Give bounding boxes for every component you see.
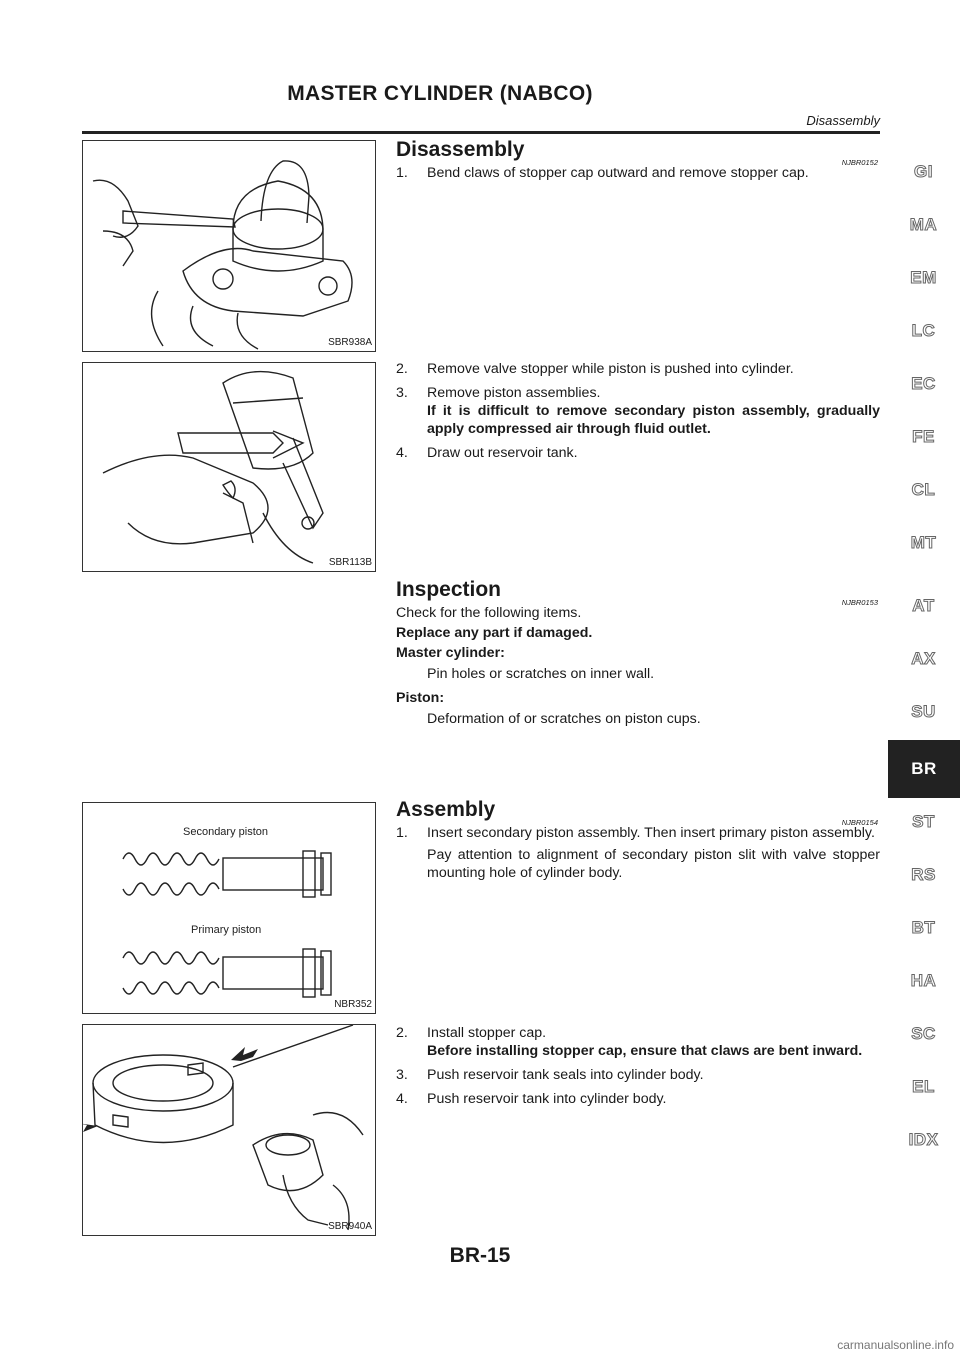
tab-br-active[interactable]: BR [888,740,960,798]
figure-piston-assemblies [82,802,376,1014]
disassembly-steps-2-4: 2. Remove valve stopper while piston is pushed into cylinder. 3. Remove piston assemblies. If it is difficult to remove secondary piston assembly, gradually apply compressed air through fluid outlet. 4. Draw out reservoir tank. [396,361,880,461]
tab-st[interactable]: ST [912,812,935,831]
figure-code: SBR938A [328,337,372,348]
piston-removal-illustration [83,363,375,571]
section-title-disassembly: Disassembly [396,138,525,161]
tab-idx[interactable]: IDX [908,1130,939,1149]
tab-rs[interactable]: RS [911,865,936,884]
tab-gi[interactable]: GI [914,162,933,181]
figure-piston-removal [82,362,376,572]
figure-code: SBR940A [328,1221,372,1232]
assembly-step-1: 1. Insert secondary piston assembly. Then insert primary piston assembly. Pay attention to alignment of secondary piston slit with valve stopper mounting hole of cylinder body. [396,825,880,881]
page-header-title: MASTER CYLINDER (NABCO) [287,82,593,105]
page-number: BR-15 [449,1244,511,1267]
tab-fe[interactable]: FE [912,427,935,446]
header-rule [82,131,880,134]
footer-watermark[interactable]: carmanualsonline.info [837,1338,954,1352]
tab-su[interactable]: SU [911,702,936,721]
label-secondary-piston: Secondary piston [183,826,268,838]
tab-em[interactable]: EM [910,268,937,287]
disassembly-step-3-note: If it is difficult to remove secondary piston assembly, gradually apply compressed air through fluid outlet. [427,403,880,437]
tab-sc[interactable]: SC [911,1024,936,1043]
tab-ec[interactable]: EC [911,374,936,393]
page-header-subtitle: Disassembly [806,113,880,128]
stopper-cap-install-illustration [83,1025,375,1235]
assembly-steps-2-4: 2. Install stopper cap. Before installing stopper cap, ensure that claws are bent inward. 3. Push reservoir tank seals into cylinder body. 4. Push reservoir tank into cylinder body. [396,1024,880,1114]
figure-code: NBR352 [334,999,372,1010]
tab-ax[interactable]: AX [911,649,936,668]
section-code-disassembly: NJBR0152 [841,158,878,167]
assembly-step-2-note: Before installing stopper cap, ensure that claws are bent inward. [427,1043,863,1059]
tab-at[interactable]: AT [912,596,935,615]
label-primary-piston: Primary piston [191,924,262,936]
tab-lc[interactable]: LC [911,321,936,340]
section-code-inspection: NJBR0153 [841,598,878,607]
tab-el[interactable]: EL [912,1077,935,1096]
piston-assemblies-illustration [83,803,375,1013]
tab-bt[interactable]: BT [911,918,936,937]
tab-ha[interactable]: HA [910,971,937,990]
figure-stopper-cap-install [82,1024,376,1236]
tab-cl[interactable]: CL [911,480,936,499]
tab-mt[interactable]: MT [910,533,937,552]
figure-code: SBR113B [328,557,372,568]
section-title-assembly: Assembly [396,798,496,821]
tab-ma[interactable]: MA [909,215,938,234]
disassembly-step-1: 1. Bend claws of stopper cap outward and remove stopper cap. [396,165,809,181]
stopper-cap-illustration [83,141,375,351]
figure-stopper-cap-removal [82,140,376,352]
inspection-body: Check for the following items. Replace any part if damaged. Master cylinder: Pin holes or scratches on inner wall. Piston: Deformation of or scratches on piston cups. [396,605,701,727]
section-code-assembly: NJBR0154 [841,818,878,827]
section-title-inspection: Inspection [396,578,502,601]
